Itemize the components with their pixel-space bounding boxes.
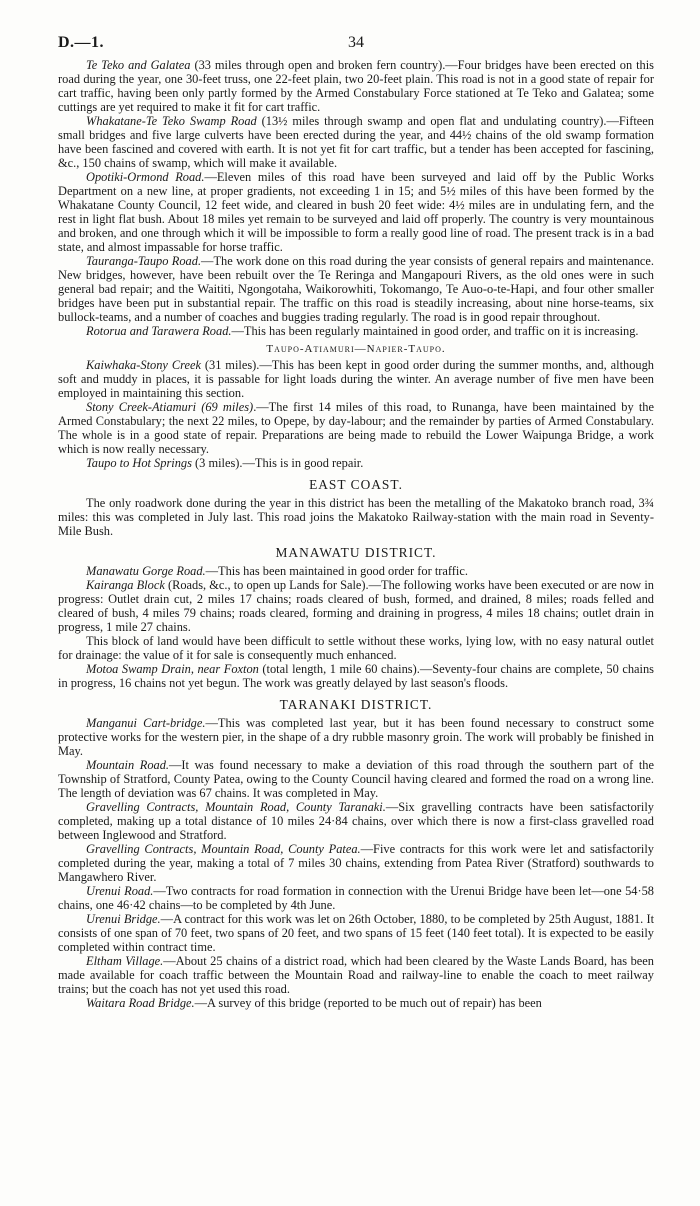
paragraph: [58, 324, 654, 338]
paragraph: [58, 456, 654, 470]
paragraph-text: (33 miles through open and broken fern country).—Four bridges have been erected on this road during the year, one 30-feet truss, one 22-feet plain, two 20-feet plain. This road is not in a good state of repair for cart traffic, having been only partly formed by the Armed Constabulary Force stationed at Te Teko and Galatea; some cuttings are yet required to make it fit for cart traffic.: [58, 58, 654, 114]
section-heading-manawatu: MANAWATU DISTRICT.: [275, 545, 437, 560]
paragraph: [58, 358, 654, 400]
paragraph-text: This block of land would have been difficult to settle without these works, lying low, with no easy natural outlet for drainage: the value of it for sale is consequently much enhanced.: [58, 634, 654, 662]
paragraph-text: The only roadwork done during the year in this district has been the metalling of the Makatoko branch road, 3¾ miles: this was completed in July last. This road joins the Makatoko Railway-station with the main road in Seventy-Mile Bush.: [58, 496, 654, 538]
paragraph-text: —This has been maintained in good order for traffic.: [205, 564, 468, 578]
paragraph: [58, 254, 654, 324]
paragraph: [58, 634, 654, 662]
paragraph: [58, 400, 654, 456]
paragraph-title: Manganui Cart-bridge.: [86, 716, 206, 730]
paragraph-title: Manawatu Gorge Road.: [86, 564, 206, 578]
paragraph-title: Motoa Swamp Drain, near Foxton: [86, 662, 259, 676]
subheading-taupo: Taupo-Atiamuri—Napier-Taupo.: [266, 343, 446, 355]
section-heading-taranaki: TARANAKI DISTRICT.: [279, 697, 433, 712]
paragraph-title: Eltham Village.: [86, 954, 164, 968]
paragraph-text: —Eleven miles of this road have been surveyed and laid off by the Public Works Department on a new line, at proper gradients, not exceeding 1 in 15; and 5½ miles of this have been formed by the Whakatane County Council, 12 feet wide, and cleared in bush 20 feet wide: 4½ miles are in undulating fern, and the rest in light flat bush. About 18 miles yet remain to be surveyed and laid off properly. The country is very mountainous and broken, and one through which it will be impossible to form a really good line of road. The present track is in a bad state, and almost impassable for horse traffic.: [58, 170, 654, 254]
paragraph-title: Urenui Road.: [86, 884, 154, 898]
paragraph-text: (31 miles).—This has been kept in good order during the summer months, and, although soft and muddy in places, it is passable for light loads during the winter. An average number of five men have been employed in maintaining this section.: [58, 358, 654, 400]
paragraph: [58, 578, 654, 634]
paragraph: [58, 170, 654, 254]
section-heading-east-coast: EAST COAST.: [309, 477, 403, 492]
paragraph: [58, 884, 654, 912]
paragraph-text: —A contract for this work was let on 26th October, 1880, to be completed by 25th August, 1881. It consists of one span of 70 feet, two spans of 20 feet, and two spans of 15 feet (140 feet total). It is expected to be easily completed within contract time.: [58, 912, 655, 954]
paragraph-title: Mountain Road.: [86, 758, 170, 772]
paragraph-title: Stony Creek-Atiamuri (69 miles): [86, 400, 254, 414]
paragraph: [58, 842, 654, 884]
paragraph: [58, 496, 654, 538]
paragraph-title: Gravelling Contracts, Mountain Road, County Patea.: [86, 842, 361, 856]
paragraph-title: Tauranga-Taupo Road.: [86, 254, 202, 268]
paragraph-title: Whakatane-Te Teko Swamp Road: [86, 114, 257, 128]
paragraph: [58, 716, 654, 758]
paragraph: [58, 758, 654, 800]
paragraph-text: —A survey of this bridge (reported to be much out of repair) has been: [194, 996, 542, 1010]
paragraph-title: Kaiwhaka-Stony Creek: [86, 358, 201, 372]
paragraph-text: —Six gravelling contracts have been satisfactorily completed, making up a total distance of 10 miles 24·84 chains, over which there is now a first-class gravelled road between Inglewood and Stratford.: [58, 800, 654, 842]
paragraph-title: Taupo to Hot Springs: [86, 456, 192, 470]
paragraph-title: Rotorua and Tarawera Road.: [86, 324, 232, 338]
paragraph: [58, 996, 654, 1010]
paragraph-title: Kairanga Block: [86, 578, 165, 592]
paragraph-title: Waitara Road Bridge.: [86, 996, 195, 1010]
paragraph-title: Opotiki-Ormond Road.: [86, 170, 205, 184]
paragraph-text: —About 25 chains of a district road, which had been cleared by the Waste Lands Board, has been made available for coach traffic between the Mountain Road and railway-line to enable the coach to meet railway trains; but the coach has not yet used this road.: [58, 954, 654, 996]
paragraph: [58, 800, 654, 842]
paragraph: [58, 912, 654, 954]
paragraph-title: Urenui Bridge.: [86, 912, 161, 926]
paragraph-text: —It was found necessary to make a deviation of this road through the southern part of the Township of Stratford, County Patea, owing to the County Council having cleared and formed the road on a wrong line. The length of deviation was 67 chains. It was completed in May.: [58, 758, 654, 800]
page-header: [58, 26, 654, 58]
page-number: 34: [348, 34, 364, 51]
document-reference: D.—1.: [58, 34, 105, 51]
paragraph: [58, 564, 654, 578]
paragraph-title: Te Teko and Galatea: [86, 58, 191, 72]
paragraph-title: Gravelling Contracts, Mountain Road, County Taranaki.: [86, 800, 386, 814]
paragraph-text: —The work done on this road during the year consists of general repairs and maintenance. New bridges, however, have been rebuilt over the Te Reringa and Mangapouri Rivers, as the old ones were in such general bad repair; and the Waititi, Ngongotaha, Waikorowhiti, Tokomango, Te Auo-o-te-Hapi, and four other smaller bridges have been put in substantial repair. The traffic on this road is steadily increasing, about nine horse-teams, six bullock-teams, and a number of coaches and buggies trading regularly. The road is in good repair throughout.: [58, 254, 654, 324]
paragraph: [58, 58, 654, 114]
paragraph-text: (total length, 1 mile 60 chains).—Seventy-four chains are complete, 50 chains in progress, 16 chains not yet begun. The work was greatly delayed by last season's floods.: [58, 662, 654, 690]
paragraph-text: (3 miles).—This is in good repair.: [191, 456, 364, 470]
paragraph-text: —This has been regularly maintained in good order, and traffic on it is increasing.: [231, 324, 639, 338]
paragraph-text: —This was completed last year, but it has been found necessary to construct some protective works for the western pier, in the shape of a dry rubble masonry groin. The work will probably be finished in May.: [58, 716, 654, 758]
paragraph-text: (13½ miles through swamp and open flat and undulating country).—Fifteen small bridges and five large culverts have been erected during the year, and 44½ chains of the old swamp formation have been fascined and covered with earth. It is not yet fit for cart traffic, but a tender has been accepted for fascining, &c., 150 chains of swamp, which will make it available.: [58, 114, 655, 170]
paragraph: [58, 662, 654, 690]
paragraph-text: —Five contracts for this work were let and satisfactorily completed during the year, making a total of 7 miles 30 chains, extending from Patea River (Stratford) southwards to Mangawhero River.: [58, 842, 654, 884]
paragraph: [58, 114, 654, 170]
paragraph: [58, 954, 654, 996]
paragraph-text: .—The first 14 miles of this road, to Runanga, have been maintained by the Armed Constabulary; the next 22 miles, to Opepe, by day-labour; and the remainder by parties of Armed Constabulary. The whole is in a good state of repair. Preparations are being made to rebuild the Lower Waipunga Bridge, a work which is now really necessary.: [58, 400, 654, 456]
paragraph-text: —Two contracts for road formation in connection with the Urenui Bridge have been let—one 54·58 chains, one 46·42 chains—to be completed by 4th June.: [58, 884, 654, 912]
paragraph-text: (Roads, &c., to open up Lands for Sale).—The following works have been executed or are now in progress: Outlet drain cut, 2 miles 17 chains; roads cleared of bush, formed, and drained, 8 miles; roads felled and cleared of bush, 4 miles 79 chains; roads cleared, forming and draining in progress, 4 miles 18 chains; outlet drain in progress, 1 mile 27 chains.: [58, 578, 654, 634]
document-body: [58, 58, 654, 1010]
